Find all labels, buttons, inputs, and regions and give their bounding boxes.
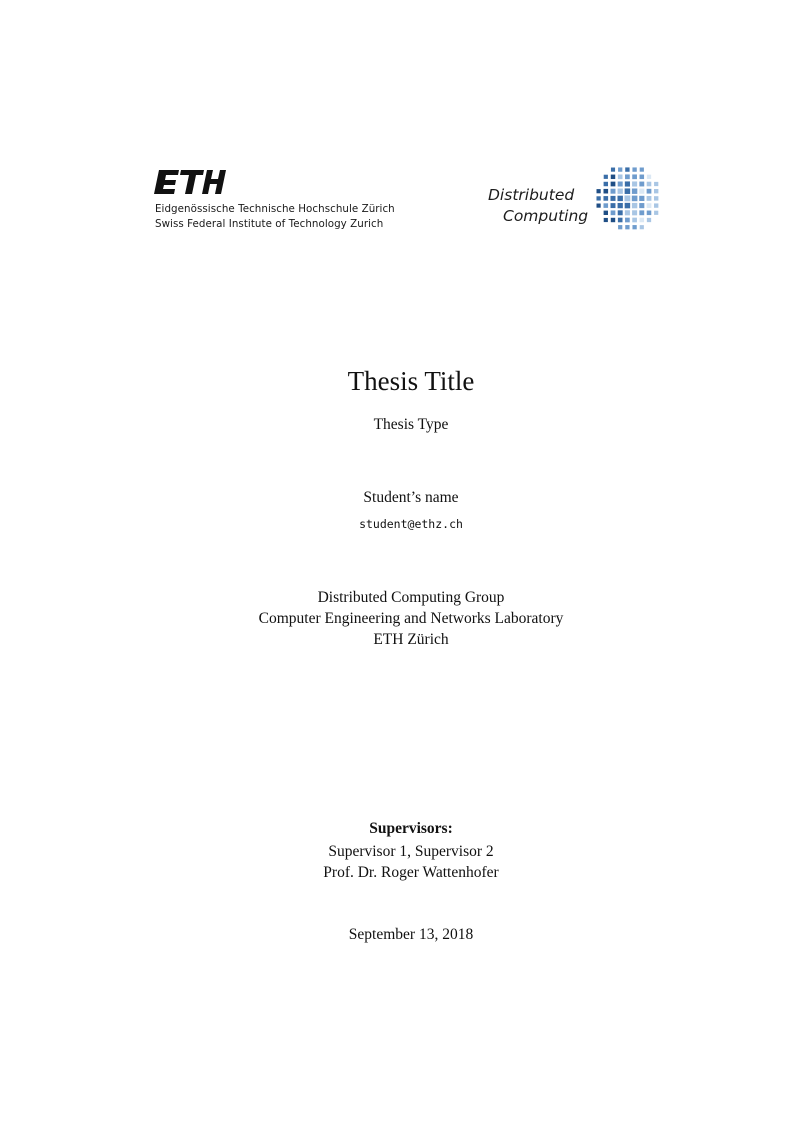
dc-logo-line1: Distributed bbox=[488, 186, 575, 204]
globe-tile bbox=[624, 195, 630, 201]
globe-tile bbox=[647, 203, 652, 208]
globe-tile bbox=[625, 203, 630, 208]
globe-tile bbox=[617, 196, 622, 201]
globe-tile bbox=[611, 218, 615, 222]
supervisors-line: Supervisor 1, Supervisor 2 bbox=[328, 843, 494, 860]
globe-tile bbox=[640, 225, 644, 229]
globe-tile bbox=[618, 225, 622, 229]
globe-tile bbox=[610, 196, 615, 201]
globe-tile bbox=[625, 167, 629, 171]
globe-tile bbox=[611, 175, 615, 179]
mosaic-globe-icon bbox=[593, 166, 663, 230]
thesis-title: Thesis Title bbox=[347, 366, 475, 396]
globe-tile bbox=[618, 203, 623, 208]
supervisors-list bbox=[0, 841, 794, 883]
globe-tile bbox=[632, 196, 638, 202]
globe-tile bbox=[625, 225, 629, 229]
globe-tile bbox=[604, 175, 608, 179]
globe-tile bbox=[611, 189, 616, 194]
eth-name-english: Swiss Federal Institute of Technology Zurich bbox=[155, 218, 384, 230]
globe-tile bbox=[647, 189, 652, 194]
globe-tile bbox=[640, 175, 645, 180]
globe-tile bbox=[604, 218, 608, 222]
eth-logo bbox=[154, 168, 404, 232]
globe-tile bbox=[632, 181, 637, 186]
globe-tile bbox=[647, 218, 651, 222]
globe-tile bbox=[639, 189, 644, 194]
globe-tile bbox=[618, 167, 622, 171]
globe-tile bbox=[604, 203, 609, 208]
globe-tile bbox=[640, 168, 644, 172]
globe-tile bbox=[632, 218, 637, 223]
globe-tile bbox=[611, 168, 615, 172]
globe-tile bbox=[654, 182, 658, 186]
globe-tile bbox=[647, 175, 651, 179]
globe-tile bbox=[632, 225, 636, 229]
globe-tile bbox=[639, 203, 644, 208]
globe-tile bbox=[654, 189, 658, 193]
globe-tile bbox=[625, 181, 630, 186]
distributed-computing-logo bbox=[486, 166, 666, 232]
globe-tile bbox=[625, 218, 630, 223]
globe-tile bbox=[611, 203, 616, 208]
globe-tile bbox=[618, 210, 623, 215]
supervisors-heading: Supervisors: bbox=[369, 820, 453, 837]
thesis-date: September 13, 2018 bbox=[348, 926, 474, 943]
globe-tile bbox=[647, 211, 652, 216]
globe-tile bbox=[618, 218, 623, 223]
globe-tile bbox=[625, 210, 630, 215]
globe-tile bbox=[647, 182, 652, 187]
affiliation-lab: Computer Engineering and Networks Laboratory bbox=[258, 610, 564, 627]
globe-tile bbox=[618, 174, 623, 179]
globe-tile bbox=[604, 182, 608, 186]
globe-tile bbox=[632, 174, 637, 179]
globe-tile bbox=[647, 196, 652, 201]
globe-tile bbox=[632, 210, 637, 215]
globe-tile bbox=[632, 203, 637, 208]
globe-tile bbox=[618, 182, 623, 187]
globe-tile bbox=[639, 182, 644, 187]
eth-wordmark-logo bbox=[154, 168, 226, 196]
eth-name-german: Eidgenössische Technische Hochschule Zürich bbox=[155, 203, 395, 215]
globe-tile bbox=[632, 188, 637, 193]
globe-tile bbox=[603, 196, 608, 201]
globe-tile bbox=[596, 196, 600, 200]
globe-tile bbox=[611, 210, 616, 215]
globe-tile bbox=[625, 188, 631, 194]
globe-tile bbox=[632, 167, 636, 171]
globe-tile bbox=[611, 182, 616, 187]
globe-tile bbox=[654, 211, 658, 215]
globe-tile bbox=[640, 218, 645, 223]
thesis-type: Thesis Type bbox=[373, 416, 449, 433]
globe-tile bbox=[618, 189, 623, 194]
globe-tile bbox=[654, 196, 658, 200]
student-name: Student’s name bbox=[363, 489, 459, 506]
globe-tile bbox=[597, 204, 601, 208]
globe-tile bbox=[625, 174, 630, 179]
globe-tile bbox=[597, 189, 601, 193]
globe-tile bbox=[604, 211, 608, 215]
globe-tile bbox=[639, 196, 644, 201]
affiliation-group: Distributed Computing Group bbox=[317, 589, 505, 606]
student-email: student@ethz.ch bbox=[359, 517, 463, 531]
globe-tile bbox=[639, 210, 644, 215]
affiliation-university: ETH Zürich bbox=[373, 631, 449, 648]
dc-logo-line2: Computing bbox=[503, 207, 589, 225]
affiliation-block bbox=[0, 587, 794, 650]
globe-tile bbox=[604, 189, 609, 194]
globe-tile bbox=[654, 203, 658, 207]
professor-line: Prof. Dr. Roger Wattenhofer bbox=[323, 864, 499, 881]
